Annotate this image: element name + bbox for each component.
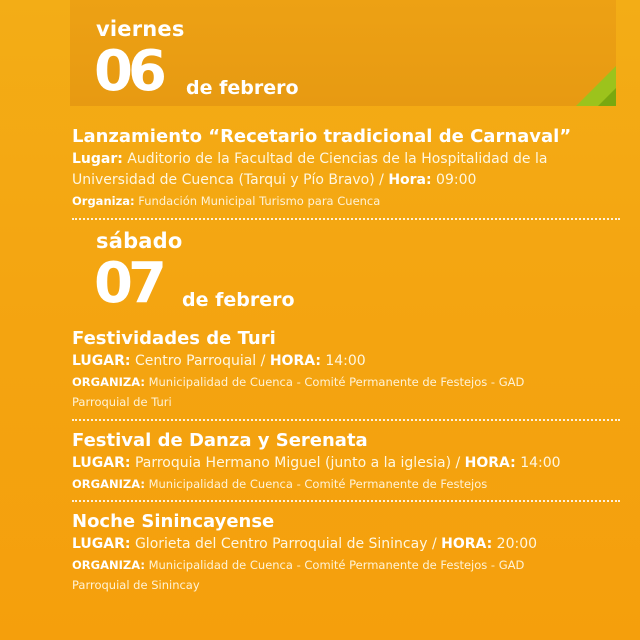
day1-number: 06	[94, 39, 162, 104]
event-organizer	[72, 474, 620, 494]
day1-month: de febrero	[186, 77, 299, 99]
event-organizer	[72, 372, 620, 392]
green-corner-shade	[598, 88, 616, 106]
time-value: 09:00	[431, 172, 477, 188]
place-value: Glorieta del Centro Parroquial de Sinincay /	[130, 536, 442, 552]
time-label: HORA:	[464, 455, 516, 471]
org-label: ORGANIZA:	[72, 477, 145, 491]
event-place-line	[72, 351, 620, 372]
event-turi	[72, 328, 620, 412]
event-place-line-2	[72, 170, 620, 191]
org-value: Municipalidad de Cuenca - Comité Permanente de Festejos - GAD	[144, 375, 525, 389]
org-value: Fundación Municipal Turismo para Cuenca	[134, 194, 381, 208]
dotted-divider	[72, 419, 620, 421]
place-label: LUGAR:	[72, 536, 131, 552]
day2-name: sábado	[96, 229, 183, 253]
time-label: HORA:	[269, 353, 321, 369]
event-place-line	[72, 534, 620, 555]
org-label: ORGANIZA:	[72, 375, 145, 389]
org-value: Municipalidad de Cuenca - Comité Permanente de Festejos - GAD	[144, 558, 525, 572]
day2-number: 07	[94, 251, 162, 316]
event-title: Noche Sinincayense	[72, 511, 275, 532]
place-label: Lugar:	[72, 151, 123, 167]
time-value: 20:00	[492, 536, 538, 552]
event-organizer-cont: Parroquial de Turi	[72, 395, 172, 409]
place-value-cont: Universidad de Cuenca (Tarqui y Pío Bravo) /	[72, 172, 389, 188]
dotted-divider	[72, 500, 620, 502]
place-value: Parroquia Hermano Miguel (junto a la iglesia) /	[130, 455, 465, 471]
org-label: Organiza:	[72, 194, 135, 208]
time-label: Hora:	[388, 172, 432, 188]
place-label: LUGAR:	[72, 455, 131, 471]
place-label: LUGAR:	[72, 353, 131, 369]
event-place-line	[72, 149, 620, 170]
org-label: ORGANIZA:	[72, 558, 145, 572]
time-value: 14:00	[320, 353, 366, 369]
event-organizer-cont: Parroquial de Sinincay	[72, 578, 200, 592]
place-value: Centro Parroquial /	[130, 353, 270, 369]
event-place-line	[72, 453, 620, 474]
day2-month: de febrero	[182, 289, 295, 311]
event-title: Festival de Danza y Serenata	[72, 430, 368, 451]
org-value: Municipalidad de Cuenca - Comité Permanente de Festejos	[144, 477, 488, 491]
place-value: Auditorio de la Facultad de Ciencias de la Hospitalidad de la	[122, 151, 548, 167]
event-organizer	[72, 191, 620, 211]
dotted-divider	[72, 218, 620, 220]
time-value: 14:00	[515, 455, 561, 471]
event-organizer	[72, 555, 620, 575]
event-launch	[72, 126, 620, 211]
event-title: Festividades de Turi	[72, 328, 276, 349]
event-title: Lanzamiento “Recetario tradicional de Carnaval”	[72, 126, 572, 147]
event-sinincay	[72, 511, 620, 595]
day1-name: viernes	[96, 17, 185, 41]
event-danza	[72, 430, 620, 494]
time-label: HORA:	[441, 536, 493, 552]
